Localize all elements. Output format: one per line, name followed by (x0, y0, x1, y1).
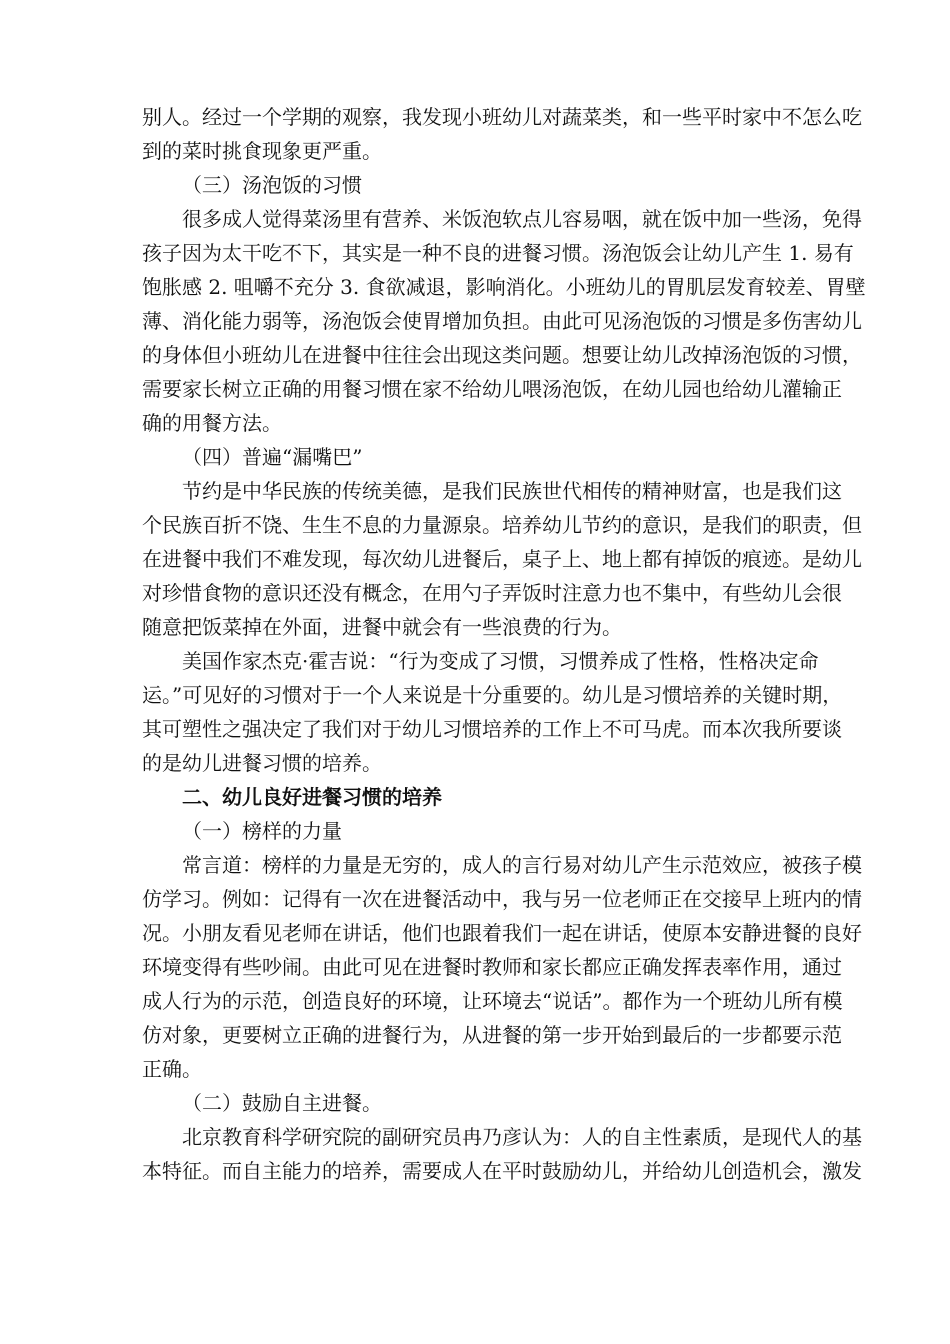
text-line: 随意把饭菜掉在外面，进餐中就会有一些浪费的行为。 (142, 615, 622, 639)
paragraph-soup-rice (142, 202, 866, 440)
text-line: 正确。 (142, 1057, 202, 1081)
paragraph-role-model (142, 848, 862, 1086)
text-line: 况。小朋友看见老师在讲话，他们也跟着我们一起在讲话，使原本安静进餐的良好 (142, 921, 862, 945)
text-line: 孩子因为太干吃不下，其实是一种不良的进餐习惯。汤泡饭会让幼儿产生 1. 易有 (142, 241, 854, 265)
subheading-leaky-mouth: （四）普遍“漏嘴巴” (182, 445, 363, 469)
text-line: 饱胀感 2. 咀嚼不充分 3. 食欲减退，影响消化。小班幼儿的胃肌层发育较差、胃壁 (142, 275, 866, 299)
paragraph-picky-eating-end (142, 100, 862, 168)
text-line: 薄、消化能力弱等，汤泡饭会使胃增加负担。由此可见汤泡饭的习惯是多伤害幼儿 (142, 309, 862, 333)
subheading-self-feeding: （二）鼓励自主进餐。 (182, 1091, 382, 1115)
text-line: 的是幼儿进餐习惯的培养。 (142, 751, 382, 775)
paragraph-habits-quote (142, 644, 843, 780)
text-line: 其可塑性之强决定了我们对于幼儿习惯培养的工作上不可马虎。而本次我所要谈 (142, 717, 842, 741)
text-line: 环境变得有些吵闹。由此可见在进餐时教师和家长都应正确发挥表率作用，通过 (142, 955, 842, 979)
text-line: 确的用餐方法。 (142, 411, 282, 435)
document-page (142, 100, 866, 1188)
text-line: 仿对象，更要树立正确的进餐行为，从进餐的第一步开始到最后的一步都要示范 (142, 1023, 842, 1047)
text-line: 对珍惜食物的意识还没有概念，在用勺子弄饭时注意力也不集中，有些幼儿会很 (142, 581, 842, 605)
text-line: 本特征。而自主能力的培养，需要成人在平时鼓励幼儿，并给幼儿创造机会，激发 (142, 1159, 862, 1183)
text-line: 美国作家杰克·霍吉说：“行为变成了习惯，习惯养成了性格，性格决定命 (182, 649, 819, 673)
text-line: 运。”可见好的习惯对于一个人来说是十分重要的。幼儿是习惯培养的关键时期， (142, 683, 843, 707)
text-line: 的身体但小班幼儿在进餐中往往会出现这类问题。想要让幼儿改掉汤泡饭的习惯， (142, 343, 862, 367)
text-line: 仿学习。例如：记得有一次在进餐活动中，我与另一位老师正在交接早上班内的情 (142, 887, 862, 911)
text-line: 北京教育科学研究院的副研究员冉乃彦认为：人的自主性素质，是现代人的基 (182, 1125, 862, 1149)
paragraph-frugality (142, 474, 862, 644)
section-heading: 二、幼儿良好进餐习惯的培养 (182, 785, 442, 809)
text-line: 别人。经过一个学期的观察，我发现小班幼儿对蔬菜类，和一些平时家中不怎么吃 (142, 105, 862, 129)
text-line: 个民族百折不饶、生生不息的力量源泉。培养幼儿节约的意识，是我们的职责，但 (142, 513, 862, 537)
paragraph-self-feeding (142, 1120, 862, 1188)
subheading-role-model: （一）榜样的力量 (182, 819, 342, 843)
subheading-soup-rice: （三）汤泡饭的习惯 (182, 173, 362, 197)
text-line: 常言道：榜样的力量是无穷的，成人的言行易对幼儿产生示范效应，被孩子模 (182, 853, 862, 877)
text-line: 成人行为的示范，创造良好的环境，让环境去“说话”。都作为一个班幼儿所有模 (142, 989, 843, 1013)
text-line: 需要家长树立正确的用餐习惯在家不给幼儿喂汤泡饭，在幼儿园也给幼儿灌输正 (142, 377, 842, 401)
text-line: 在进餐中我们不难发现，每次幼儿进餐后，桌子上、地上都有掉饭的痕迹。是幼儿 (142, 547, 862, 571)
text-line: 到的菜时挑食现象更严重。 (142, 139, 382, 163)
text-line: 很多成人觉得菜汤里有营养、米饭泡软点儿容易咽，就在饭中加一些汤，免得 (182, 207, 862, 231)
text-line: 节约是中华民族的传统美德，是我们民族世代相传的精神财富，也是我们这 (182, 479, 842, 503)
